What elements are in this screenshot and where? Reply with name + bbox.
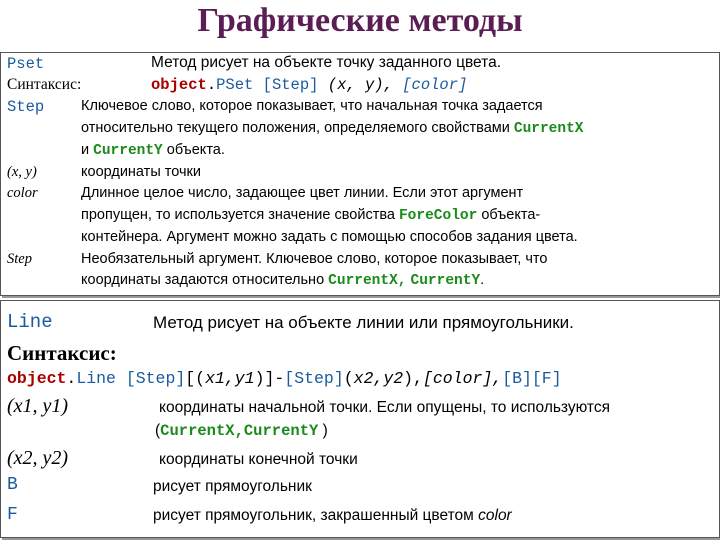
pset-syntax-label: Синтаксис: <box>7 76 82 93</box>
x1y1-open: ( <box>155 422 161 439</box>
param-desc-step-line2 <box>81 120 584 137</box>
param-desc-x2y2: координаты конечной точки <box>159 451 358 468</box>
param-name-color: color <box>7 185 38 201</box>
param-desc-color-line2 <box>81 207 540 224</box>
param-name-step: Step <box>7 98 45 116</box>
param-name-x2y2: (x2, y2) <box>7 447 69 469</box>
step-line3-obj: объекта. <box>166 142 225 158</box>
line-syntax-close2: ), <box>403 369 423 388</box>
param-desc-x1y1-line1: координаты начальной точки. Если опущены, то используются <box>159 399 610 416</box>
line-section <box>0 300 720 538</box>
param-desc-color-line1: Длинное целое число, задающее цвет линии. Если этот аргумент <box>81 185 524 201</box>
line-description: Метод рисует на объекте линии или прямоугольники. <box>153 313 574 332</box>
param-desc-color-line3: контейнера. Аргумент можно задать с помощью способов задания цвета. <box>81 229 578 245</box>
syntax-method: PSet <box>216 76 254 94</box>
syntax-object: object <box>151 76 207 94</box>
line-syntax-step2: [Step] <box>284 369 344 388</box>
param-desc-x1y1-line2 <box>155 422 328 440</box>
prop-currentx: CurrentX <box>513 121 584 137</box>
step2-line2-end: . <box>480 272 485 288</box>
line-syntax <box>7 369 562 388</box>
param-desc-step2-line1: Необязательный аргумент. Ключевое слово, которое показывает, что <box>81 251 548 267</box>
line-syntax-b: [B] <box>502 369 532 388</box>
line-syntax-open2: ( <box>343 369 354 388</box>
prop-forecolor: ForeColor <box>398 208 478 224</box>
prop-currenty2: CurrentY <box>410 273 481 289</box>
line-syntax-open1: [( <box>185 369 206 388</box>
line-syntax-label: Синтаксис: <box>7 341 117 365</box>
line-syntax-object: object <box>7 369 67 388</box>
x1y1-close: ) <box>318 422 328 439</box>
line-syntax-step1: [Step] <box>125 369 186 388</box>
prop-currenty: CurrentY <box>93 143 163 159</box>
step-line2-text: относительно текущего положения, определяемого свойствами <box>81 120 510 136</box>
line-syntax-dot: . <box>66 369 77 388</box>
line-syntax-close1: )]- <box>254 369 285 388</box>
param-desc-b: рисует прямоугольник <box>153 478 312 495</box>
syntax-color: [color] <box>402 76 468 94</box>
color-line2-text: пропущен, то используется значение свойства <box>81 207 395 223</box>
param-desc-xy: координаты точки <box>81 164 201 180</box>
syntax-xy: (x, y), <box>327 76 393 94</box>
line-syntax-f: [F] <box>531 369 562 388</box>
f-desc-color: color <box>478 507 512 524</box>
pset-syntax <box>151 76 467 94</box>
line-syntax-x2y2: x2,y2 <box>353 369 404 388</box>
step-line3-and: и <box>81 142 90 158</box>
syntax-step: [Step] <box>262 76 319 94</box>
pset-section <box>0 52 720 296</box>
param-name-step2: Step <box>7 251 32 267</box>
prop-currentxy: CurrentX,CurrentY <box>160 422 319 440</box>
prop-currentx2: CurrentX, <box>328 273 407 289</box>
f-desc-text: рисует прямоугольник, закрашенный цветом <box>153 507 474 524</box>
pset-description: Метод рисует на объекте точку заданного цвета. <box>151 54 502 71</box>
syntax-dot: . <box>206 76 217 94</box>
param-desc-f <box>153 507 512 525</box>
step2-line2-text: координаты задаются относительно <box>81 272 325 288</box>
param-name-b: B <box>7 475 18 495</box>
param-name-x1y1: (x1, y1) <box>7 395 69 417</box>
param-name-xy: (x, y) <box>7 164 37 180</box>
param-desc-step-line1: Ключевое слово, которое показывает, что начальная точка задается <box>81 98 543 114</box>
pset-method-name: Pset <box>7 55 45 73</box>
line-syntax-color: [color], <box>422 369 503 388</box>
param-name-f: F <box>7 505 18 525</box>
param-desc-step2-line2 <box>81 272 484 289</box>
page-title: Графические методы <box>197 2 523 39</box>
line-syntax-method: Line <box>76 369 116 388</box>
param-desc-step-line3 <box>81 142 225 159</box>
color-line2-end: объекта- <box>481 207 541 223</box>
line-syntax-x1y1: x1,y1 <box>205 369 255 388</box>
line-method-name: Line <box>7 311 53 333</box>
